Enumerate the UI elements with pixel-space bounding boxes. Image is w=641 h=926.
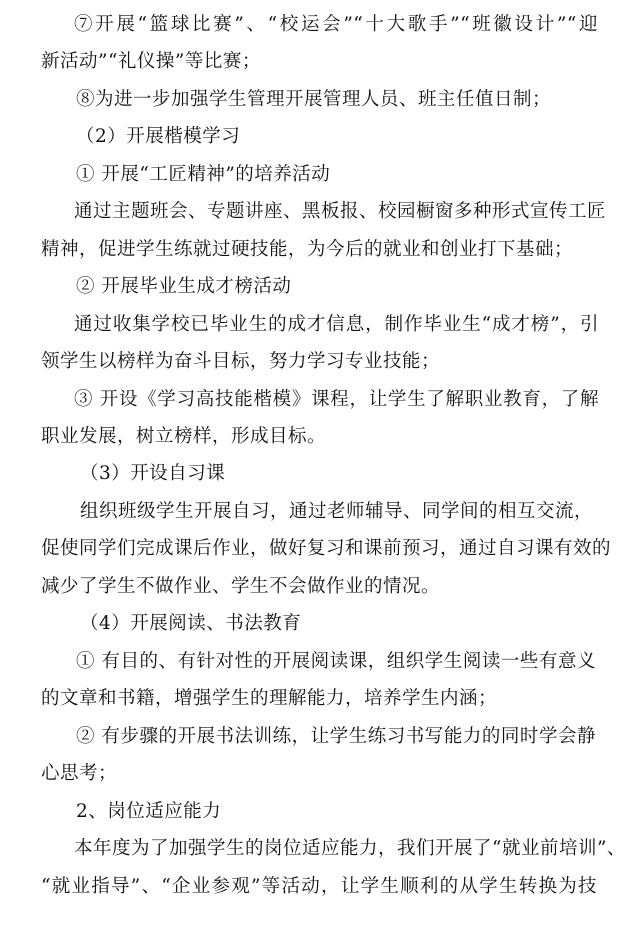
text-line: ⑦开展“篮球比赛”、“校运会”“十大歌手”“班徽设计”“迎 [74, 14, 598, 35]
text-line: ① 有目的、有针对性的开展阅读课，组织学生阅读一些有意义 [76, 651, 596, 672]
text-line: ③ 开设《学习高技能楷模》课程，让学生了解职业教育，了解 [74, 389, 599, 410]
text-line: ② 有步骤的开展书法训练，让学生练习书写能力的同时学会静 [76, 726, 596, 747]
subsection-heading: ② 开展毕业生成才榜活动 [76, 276, 292, 297]
text-line: “就业指导”、“企业参观”等活动，让学生顺利的从学生转换为技 [41, 876, 597, 897]
subsection-heading: ① 开展“工匠精神”的培养活动 [76, 164, 331, 185]
text-line: 的文章和书籍，增强学生的理解能力，培养学生内涵； [41, 688, 498, 709]
text-line: 组织班级学生开展自习，通过老师辅导、同学间的相互交流， [80, 501, 594, 522]
text-line: 通过收集学校已毕业生的成才信息，制作毕业生“成才榜”，引 [74, 314, 599, 335]
text-line: 新活动”“礼仪操”等比赛； [41, 51, 261, 72]
text-line: 领学生以榜样为奋斗目标，努力学习专业技能； [41, 351, 441, 372]
text-line: 精神，促进学生练就过硬技能，为今后的就业和创业打下基础； [41, 239, 574, 260]
text-line: 职业发展，树立榜样，形成目标。 [41, 426, 327, 447]
text-line: ⑧为进一步加强学生管理开展管理人员、班主任值日制； [76, 89, 552, 110]
section-heading: （3）开设自习课 [80, 463, 226, 484]
section-heading: 2、岗位适应能力 [76, 801, 222, 822]
text-line: 心思考； [41, 763, 118, 784]
section-heading: （4）开展阅读、书法教育 [80, 613, 302, 634]
text-line: 通过主题班会、专题讲座、黑板报、校园橱窗多种形式宣传工匠 [74, 201, 607, 222]
text-line: 促使同学们完成课后作业，做好复习和课前预习，通过自习课有效的 [41, 538, 612, 559]
text-line: 本年度为了加强学生的岗位适应能力，我们开展了“就业前培训”、 [74, 838, 626, 859]
section-heading: （2）开展楷模学习 [76, 126, 241, 147]
text-line: 减少了学生不做作业、学生不会做作业的情况。 [41, 576, 441, 597]
